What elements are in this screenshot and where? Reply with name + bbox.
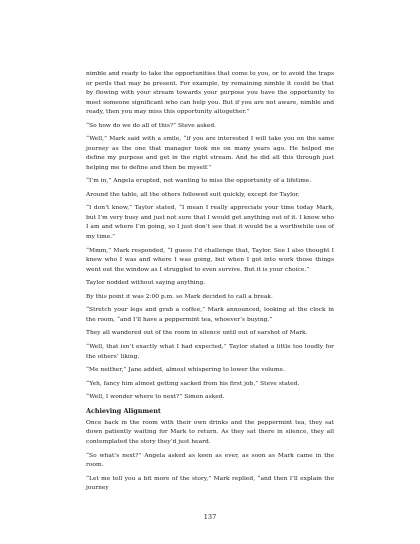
paragraph: “Well, I wonder where to next?” Simon asked. bbox=[86, 394, 225, 401]
paragraph: “Well,” Mark said with a smile, “if you are interested I will take you on the same journey as the one that manager took me on many years ago. He helped me define my purpose and get in the right stream. And he did all this through just helping me to define and then be myself.” bbox=[86, 136, 334, 171]
paragraph: “I’m in,” Angela erupted, not wanting to miss the opportunity of a lifetime. bbox=[86, 178, 312, 185]
paragraph: “Me neither,” Jane added, almost whispering to lower the volume. bbox=[86, 367, 285, 374]
paragraph: “I don’t know,” Taylor stated, “I mean I really appreciate your time today Mark, but I’m very busy and just not sure that I would get anything out of it. I know who I am and where I’m going, so I just don’t see that it would be a worthwhile use of my time.” bbox=[86, 205, 334, 240]
paragraph: “Let me tell you a bit more of the story,” Mark replied, “and then I’ll explain the journey bbox=[86, 475, 334, 492]
paragraph: “Yeh, fancy him almost getting sacked from his first job,” Steve stated. bbox=[86, 380, 300, 387]
paragraph: “Stretch your legs and grab a coffee,” Mark announced, looking at the clock in the room, “and I’ll have a peppermint tea, whoever’s buying.” bbox=[86, 307, 334, 323]
paragraph: Taylor nodded without saying anything. bbox=[86, 280, 206, 287]
paragraph: nimble and ready to take the opportunities that come to you, or to avoid the traps or perils that may be present. For example, by remaining nimble it could be that by flowing with your stream towards your purpose you have the opportunity to meet someone significant who can help you. But if you are not aware, nimble and ready, then you may miss this opportunity altogether.” bbox=[86, 71, 334, 115]
paragraph: They all wandered out of the room in silence until out of earshot of Mark. bbox=[86, 330, 308, 337]
page-number: 137 bbox=[203, 513, 217, 521]
paragraph: “So what’s next?” Angela asked as keen as ever, as soon as Mark came in the room. bbox=[86, 452, 334, 468]
paragraph: “Well, that isn’t exactly what I had expected,” Taylor stated a little too loudly for the others’ liking. bbox=[86, 344, 334, 360]
paragraph: “So how do we do all of this?” Steve asked. bbox=[86, 122, 217, 129]
paragraph: Around the table, all the others followed suit quickly, except for Taylor. bbox=[86, 191, 300, 198]
paragraph: By this point it was 2:00 p.m. so Mark decided to call a break. bbox=[86, 293, 273, 300]
section-heading: Achieving Alignment bbox=[86, 406, 161, 415]
paragraph: Once back in the room with their own drinks and the peppermint tea, they sat down patiently waiting for Mark to return. As they sat there in silence, they all contemplated the story they’d just heard. bbox=[86, 419, 334, 445]
page-body bbox=[86, 70, 334, 494]
paragraph: “Mmm,” Mark responded, “I guess I’d challenge that, Taylor. See I also thought I knew who I was and where I was going, but when I got into work those things went out the window as I struggled to even survive. But it is your choice.” bbox=[86, 247, 334, 273]
